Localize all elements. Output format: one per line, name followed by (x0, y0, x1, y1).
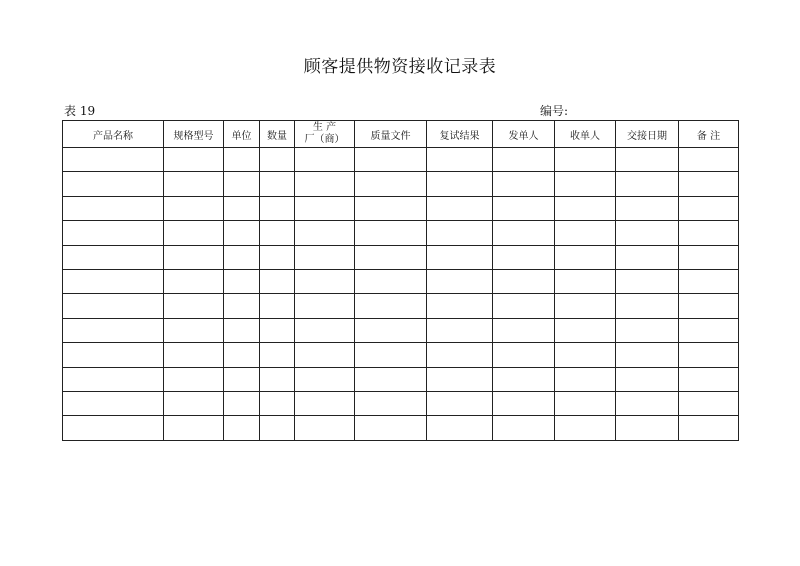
table-cell[interactable] (493, 343, 555, 367)
table-cell[interactable] (224, 245, 260, 269)
table-cell[interactable] (616, 294, 679, 318)
table-cell[interactable] (164, 172, 224, 196)
table-cell[interactable] (355, 221, 427, 245)
table-cell[interactable] (295, 343, 355, 367)
table-cell[interactable] (493, 148, 555, 172)
table-row (63, 172, 739, 196)
table-cell[interactable] (555, 391, 616, 415)
table-cell[interactable] (295, 148, 355, 172)
table-cell[interactable] (260, 367, 295, 391)
header-retest-result: 复试结果 (427, 121, 493, 148)
header-issuer: 发单人 (493, 121, 555, 148)
table-cell[interactable] (679, 343, 739, 367)
table-cell[interactable] (555, 172, 616, 196)
table-cell[interactable] (295, 318, 355, 342)
table-cell[interactable] (295, 367, 355, 391)
table-cell[interactable] (493, 391, 555, 415)
table-row (63, 245, 739, 269)
table-cell[interactable] (679, 367, 739, 391)
table-cell[interactable] (164, 416, 224, 440)
table-cell[interactable] (679, 269, 739, 293)
table-cell[interactable] (355, 391, 427, 415)
table-cell[interactable] (164, 148, 224, 172)
table-cell[interactable] (63, 294, 164, 318)
table-cell[interactable] (164, 343, 224, 367)
table-cell[interactable] (295, 172, 355, 196)
table-cell[interactable] (224, 196, 260, 220)
table-cell[interactable] (427, 196, 493, 220)
header-remarks: 备 注 (679, 121, 739, 148)
table-cell[interactable] (555, 416, 616, 440)
table-cell[interactable] (260, 221, 295, 245)
table-cell[interactable] (164, 196, 224, 220)
table-cell[interactable] (355, 416, 427, 440)
header-manufacturer (295, 121, 355, 148)
header-quality-docs: 质量文件 (355, 121, 427, 148)
table-cell[interactable] (260, 172, 295, 196)
table-cell[interactable] (355, 367, 427, 391)
header-manufacturer-line1: 生 产 (312, 122, 337, 133)
table-cell[interactable] (493, 318, 555, 342)
table-cell[interactable] (555, 318, 616, 342)
table-cell[interactable] (555, 294, 616, 318)
table-cell[interactable] (164, 318, 224, 342)
table-cell[interactable] (427, 245, 493, 269)
table-cell[interactable] (427, 294, 493, 318)
table-cell[interactable] (427, 221, 493, 245)
table-cell[interactable] (355, 294, 427, 318)
table-cell[interactable] (355, 245, 427, 269)
table-cell[interactable] (555, 196, 616, 220)
table-cell[interactable] (493, 221, 555, 245)
table-cell[interactable] (493, 196, 555, 220)
table-cell[interactable] (355, 318, 427, 342)
table-cell[interactable] (63, 367, 164, 391)
table-cell[interactable] (493, 172, 555, 196)
table-cell[interactable] (679, 416, 739, 440)
table-cell[interactable] (355, 343, 427, 367)
table-cell[interactable] (355, 196, 427, 220)
table-cell[interactable] (493, 367, 555, 391)
table-row (63, 391, 739, 415)
header-row (63, 121, 739, 148)
table-cell[interactable] (260, 269, 295, 293)
table-cell[interactable] (164, 391, 224, 415)
table-cell[interactable] (295, 391, 355, 415)
table-cell[interactable] (555, 221, 616, 245)
table-row (63, 269, 739, 293)
table-cell[interactable] (679, 294, 739, 318)
table-cell[interactable] (493, 245, 555, 269)
table-number: 表 19 (64, 104, 96, 118)
table-cell[interactable] (295, 269, 355, 293)
table-cell[interactable] (427, 367, 493, 391)
table-cell[interactable] (427, 343, 493, 367)
form-number-label: 编号: (540, 104, 569, 118)
table-row (63, 148, 739, 172)
table-cell[interactable] (164, 367, 224, 391)
table-cell[interactable] (164, 294, 224, 318)
table-cell[interactable] (63, 318, 164, 342)
page-title: 顾客提供物资接收记录表 (303, 57, 497, 77)
table-row (63, 416, 739, 440)
table-cell[interactable] (295, 221, 355, 245)
table-cell[interactable] (63, 221, 164, 245)
table-cell[interactable] (63, 391, 164, 415)
table-cell[interactable] (427, 269, 493, 293)
table-cell[interactable] (616, 196, 679, 220)
table-cell[interactable] (679, 391, 739, 415)
table-cell[interactable] (63, 343, 164, 367)
table-cell[interactable] (260, 245, 295, 269)
table-cell[interactable] (616, 148, 679, 172)
table-cell[interactable] (679, 221, 739, 245)
header-receiver: 收单人 (555, 121, 616, 148)
table-cell[interactable] (427, 391, 493, 415)
table-cell[interactable] (63, 269, 164, 293)
table-cell[interactable] (355, 148, 427, 172)
table-cell[interactable] (295, 245, 355, 269)
table-cell[interactable] (63, 196, 164, 220)
table-cell[interactable] (260, 318, 295, 342)
table-cell[interactable] (224, 269, 260, 293)
header-handover-date: 交接日期 (616, 121, 679, 148)
table-cell[interactable] (224, 172, 260, 196)
header-unit: 单位 (224, 121, 260, 148)
table-cell[interactable] (616, 245, 679, 269)
table-cell[interactable] (295, 416, 355, 440)
table-cell[interactable] (616, 367, 679, 391)
table-cell[interactable] (260, 148, 295, 172)
table-cell[interactable] (493, 416, 555, 440)
table-cell[interactable] (295, 294, 355, 318)
header-spec-model: 规格型号 (164, 121, 224, 148)
table-cell[interactable] (164, 245, 224, 269)
table-row (63, 294, 739, 318)
table-cell[interactable] (427, 172, 493, 196)
table-cell[interactable] (427, 318, 493, 342)
header-product-name: 产品名称 (63, 121, 164, 148)
table-row (63, 318, 739, 342)
table-cell[interactable] (63, 245, 164, 269)
table-cell[interactable] (355, 172, 427, 196)
table-cell[interactable] (427, 148, 493, 172)
table-cell[interactable] (224, 148, 260, 172)
table-cell[interactable] (224, 294, 260, 318)
table-cell[interactable] (224, 416, 260, 440)
table-row (63, 196, 739, 220)
table-cell[interactable] (63, 148, 164, 172)
table-cell[interactable] (493, 294, 555, 318)
table-cell[interactable] (616, 269, 679, 293)
table-cell[interactable] (260, 416, 295, 440)
table-cell[interactable] (616, 416, 679, 440)
table-cell[interactable] (493, 269, 555, 293)
table-cell[interactable] (555, 269, 616, 293)
table-cell[interactable] (224, 343, 260, 367)
table-cell[interactable] (164, 221, 224, 245)
table-row (63, 367, 739, 391)
table-cell[interactable] (224, 318, 260, 342)
table-body (63, 148, 739, 441)
table-cell[interactable] (679, 148, 739, 172)
table-cell[interactable] (616, 221, 679, 245)
header-quantity: 数量 (260, 121, 295, 148)
table-cell[interactable] (427, 416, 493, 440)
table-cell[interactable] (679, 318, 739, 342)
table-cell[interactable] (616, 343, 679, 367)
table-cell[interactable] (616, 391, 679, 415)
table-cell[interactable] (63, 416, 164, 440)
table-cell[interactable] (555, 367, 616, 391)
table-cell[interactable] (555, 148, 616, 172)
table-cell[interactable] (355, 269, 427, 293)
table-cell[interactable] (224, 221, 260, 245)
table-cell[interactable] (260, 196, 295, 220)
table-row (63, 221, 739, 245)
table-cell[interactable] (224, 391, 260, 415)
table-cell[interactable] (260, 343, 295, 367)
table-cell[interactable] (295, 196, 355, 220)
table-cell[interactable] (679, 245, 739, 269)
table-row (63, 343, 739, 367)
receipt-record-table (62, 120, 739, 441)
table-cell[interactable] (555, 343, 616, 367)
table-cell[interactable] (224, 367, 260, 391)
table-cell[interactable] (63, 172, 164, 196)
table-cell[interactable] (616, 172, 679, 196)
table-cell[interactable] (679, 172, 739, 196)
table-cell[interactable] (679, 196, 739, 220)
table-cell[interactable] (260, 294, 295, 318)
table-cell[interactable] (164, 269, 224, 293)
table-cell[interactable] (555, 245, 616, 269)
table-cell[interactable] (616, 318, 679, 342)
header-manufacturer-line2: 厂（商） (304, 134, 345, 145)
table-cell[interactable] (260, 391, 295, 415)
